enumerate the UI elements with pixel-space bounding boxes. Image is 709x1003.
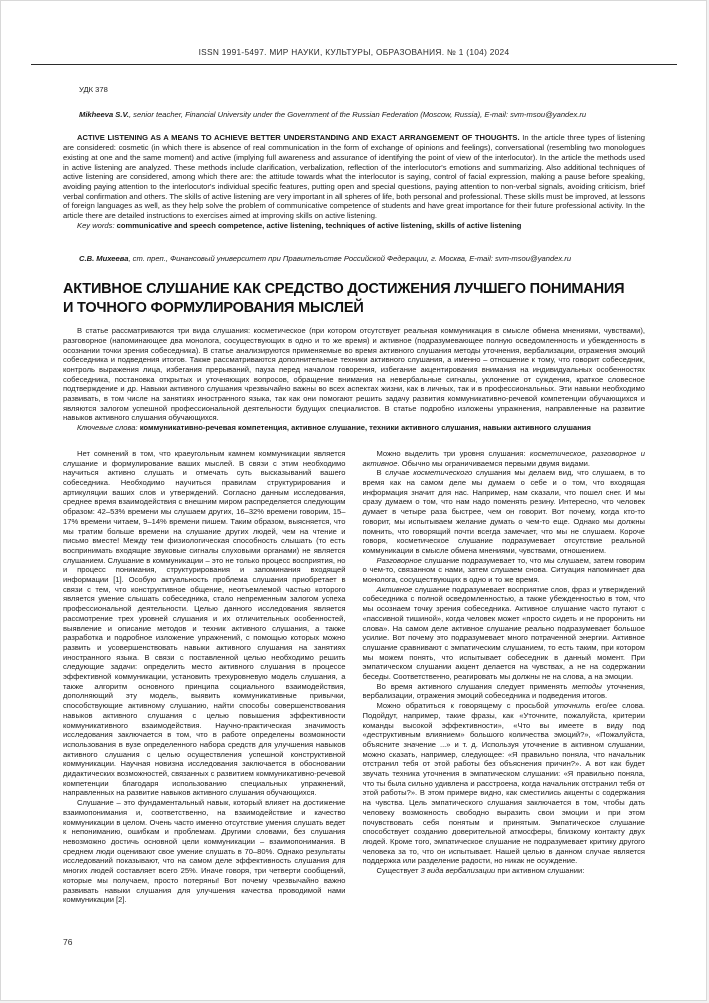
- keywords-line-ru: [63, 423, 645, 433]
- author-name-ru: С.В. Михеева: [79, 254, 129, 264]
- article-title: [63, 280, 645, 318]
- body-paragraph: Можно обратиться к говорящему с просьбой уточнить его/ее слова. Подойдут, например, такие фразы, как «Уточните, пожалуйста, критерии команды высокой эффективности», «Что вы имеете в виду под «деструктивным влиянием» большого количества эмоций?», «Пожалуйста, объясните значение ...» и т. д. Используя уточнение в активном слушании, можно сказать, например, следующее: «Я правильно поняла, что начальник отстранил тебя от этой работы без объяснения причин?». А вот как будет звучать техника уточнения в эмпатическом слушании: «Я правильно поняла, что ты была сильно удивлена и расстроена, когда начальник отстранил тебя от этой работы?». В этом примере видно, как сместились акценты с содержания на чувства. Цель эмпатического слушания заключается в том, чтобы дать человеку возможность свободно выразить свои эмоции и при этом почувствовать себя понятым и принятым. Эмпатическое слушание способствует созданию доверительной атмосферы, близкому контакту двух людей. Кроме того, эмпатическое слушание не подразумевает критику другого человека за то, что он испытывает. Нашей целью в данном случае является поддержка или разделение радости, но никак не осуждение.: [362, 701, 645, 866]
- body-paragraph: В случае косметического слушания мы делаем вид, что слушаем, в то время как на самом деле мы думаем о себе и о том, что входящая информация значит для нас. Например, нам сказали, что пошел снег. И мы сразу думаем о том, что нам надо поменять резину. Интересно, что человек думает в четыре раза быстрее, чем он говорит. Вот почему, когда кто-то говорит, мы испытываем желание думать о чем-то еще. Однако мы должны помнить, что говорящий почти всегда замечает, что мы не слушаем. Короче говоря, косметическое слушание подразумевает отсутствие реальной коммуникации в смысле обмена мнениями, чувствами, отношением.: [362, 468, 645, 555]
- article-title-line-1: АКТИВНОЕ СЛУШАНИЕ КАК СРЕДСТВО ДОСТИЖЕНИЯ ЛУЧШЕГО ПОНИМАНИЯ: [63, 281, 625, 298]
- abstract-text-en: In the article three types of listening are considered: cosmetic (in which there is absence of real communication in the form of exchange of opinions and feelings), conversational (resembling two monologues existing at one and the same moment) and active (implying full awareness and assurance of identifying the point of view of the interlocutor). In the article the methods used in active listening are analyzed. These methods include clarification, verbalization, reflection of the interlocutor's emotions and summarizing. Also additional techniques of active listening are considered, among which there are: the attitude towards what the interlocutor is saying, control of facial expression, making a pause before speaking, avoiding paying attention to the interlocutor's individual specific features, putting open and special questions, paying attention to non-verbal signals, avoiding criticism, brief verbal confirmation and others. The skills of active listening are very important in all spheres of life, both personal and professional. These skills must be improved, at lessons of foreign languages as well, as they help solve the problem of communicative competence of students and have great importance for their future professional activity. In the article there are detailed instructions to exercises aimed at improving skills on active listening.: [63, 133, 645, 221]
- udc-label: УДК 378: [79, 85, 108, 94]
- right-column: [363, 449, 646, 905]
- body-paragraph: Активное слушание подразумевает восприятие слов, фраз и утверждений собеседника с полной осведомленностью, а также убежденностью в том, что мы осознаем точку зрения собеседника. Активное слушание часто путают с «пассивной тишиной», когда человек может «просто сидеть и не проронить ни слова». На самом деле активное слушание реально подразумевает большое усилие. Вот почему это подразумевает много потраченной энергии. Активное слушание сравнивают с эмпатическим слушанием, то есть таким, при котором мы можем понять, что испытывает собеседник в данный момент. При эмпатическом слушании акцент делается на чувствах, а не на содержании беседы. Соответственно, реагировать мы должны не на слова, а на эмоции.: [362, 584, 645, 682]
- abstract-en-paragraph: [63, 133, 645, 220]
- left-column: [63, 449, 346, 905]
- body-paragraph: Во время активного слушания следует применять методы уточнения, вербализации, отражения эмоций собеседника и подведения итогов.: [362, 681, 645, 701]
- abstract-en: [63, 133, 645, 230]
- header-divider: [31, 64, 677, 65]
- body-paragraph: Нет сомнений в том, что краеугольным камнем коммуникации является слушание и формулирование ваших мыслей. В связи с этим необходимо научиться активно слушать и отмечать суть высказываний вашего собеседника. Необходимо научиться правилам структурирования и артикуляции ваших слов и утверждений. Согласно данным исследования, среднее время взаимодействия с внешним миром распределяется следующим образом: 42–53% времени мы слушаем других, 16–32% времени говорим, 15–17% времени читаем, 9–14% времени пишем. Таким образом, выясняется, что мы тратим больше времени на слушание других людей, чем на чтение и письмо вместе! Между тем физиологическая способность слышать (то есть воспринимать входящие звуковые сигналы слуховыми органами) не является слушанием. Слушание в коммуникации – это не только процесс восприятия, но и процесс понимания, структурирования и запоминания входящей информации [1]. Особую актуальность проблема слушания приобретает в связи с тем, что конструктивное общение, неотъемлемой частью которого является умение слышать собеседника, стало непременным залогом успеха профессиональной деятельности. Целью данного исследования является рассмотрение трех уровней слушания и их отличительных особенностей, выявление и описание методов и техник активного слушания, а также разработка и подробное изложение упражнений, с помощью которых можно развить и усовершенствовать навыки активного слушания на занятиях иностранного языка. В связи с поставленной целью необходимо решить следующие задачи: определить место активного слушания в процессе эффективной коммуникации, установить трехуровневую модель слушания, а также алгоритм основного принципа социального взаимодействия, дополняющий эту модель, выявить коммуникативные привычки, способствующие активному слушанию, найти способы совершенствования навыков активного слушания с целью повышения эффективности коммуникативного взаимодействия. Научно-практическая значимость исследования заключается в том, что в работе определены возможности использования в вузе определенного набора средств для улучшения навыков активного слушания с целью осуществления успешной конструктивной коммуникации. Научная новизна исследования заключается в обосновании дидактических возможностей, связанных с развитием коммуникативно-речевой компетенции благодаря использованию специальных упражнений, направленных на развитие навыков активного слушания обучающихся.: [63, 448, 346, 798]
- article-title-line-2: И ТОЧНОГО ФОРМУЛИРОВАНИЯ МЫСЛЕЙ: [63, 300, 364, 317]
- author-line-en: [63, 110, 645, 120]
- abstract-title-en: ACTIVE LISTENING AS A MEANS TO ACHIEVE BETTER UNDERSTANDING AND EXACT ARRANGEMENT OF THOUGHTS.: [77, 133, 520, 143]
- keywords-text-ru: коммуникативно-речевая компетенция, активное слушание, техники активного слушания, навыки активного слушания: [139, 423, 591, 433]
- author-line-ru: [63, 254, 645, 264]
- author-name-en: Mikheeva S.V.: [79, 109, 129, 119]
- abstract-ru: [63, 326, 645, 433]
- body-paragraph: Существует 3 вида вербализации при активном слушании:: [376, 866, 585, 876]
- body-paragraph: Можно выделить три уровня слушания: косметическое, разговорное и активное. Обычно мы ограничиваемся первыми двумя видами.: [362, 448, 645, 468]
- body-columns: [63, 449, 645, 905]
- abstract-ru-paragraph: В статье рассматриваются три вида слушания: косметическое (при котором отсутствует реальная коммуникация в смысле обмена мнениями, чувствами), разговорное (напоминающее два монолога, сосуществующих в одно и то же время) и активное (подразумевающее полную осведомленность и убежденность в осознании точки зрения собеседника). В статье анализируются применяемые во время активного слушания методы уточнения, вербализации, отражения эмоций собеседника и подведения итогов. Также рассматриваются дополнительные техники активного слушания, а именно – отношение к тому, что говорит собеседник, контроль выражения лица, избегания прерываний, пауза перед началом говорения, избегание акцентирования внимания на индивидуальных особенностях собеседника, постановка открытых и уточняющих вопросов, обращение внимания на невербальные сигналы, уклонение от суждения, краткое словесное подтверждение и др. Навыки активного слушания чрезвычайно важны во всех аспектах жизни, как в личных, так и в профессиональных. Эти навыки необходимо развивать, в том числе на занятиях иностранного языка, так как они помогают решить задачу развития коммуникативно-речевой компетенции обучающихся и являются залогом успешной профессиональной деятельности будущих специалистов. В статье подробно изложены упражнения, направленные на развитие навыков активного слушания обучающихся.: [63, 326, 645, 423]
- author-affiliation-ru: , ст. преп., Финансовый университет при Правительстве Российской Федерации, г. Москва, E-mail: svm-msou@yandex.ru: [128, 254, 572, 264]
- keywords-label-ru: Ключевые слова:: [77, 423, 140, 433]
- keywords-line-en: [63, 221, 645, 231]
- keywords-text-en: communicative and speech competence, active listening, techniques of active listening, skills of active listening: [116, 220, 522, 230]
- author-affiliation-en: , senior teacher, Financial University under the Government of the Russian Federation (Moscow, Russia), E-mail: svm-msou@yandex.ru: [128, 109, 587, 119]
- body-paragraph: Разговорное слушание подразумевает то, что мы слушаем, затем говорим о чем-то, связанном с нами, затем слушаем снова. Ситуация напоминает два монолога, сосуществующих в одно и то же время.: [362, 555, 645, 585]
- page-number: 76: [63, 937, 73, 947]
- journal-header: ISSN 1991-5497. МИР НАУКИ, КУЛЬТУРЫ, ОБРАЗОВАНИЯ. № 1 (104) 2024: [198, 47, 510, 57]
- keywords-label-en: Key words:: [77, 220, 117, 230]
- body-paragraph: Слушание – это фундаментальный навык, который влияет на достижение взаимопонимания и, соответственно, на взаимодействие и качество коммуникации в целом. Очень часто именно отсутствие умения слушать ведет к непониманию, ошибкам и проблемам. Другими словами, без слушания невозможно достичь основной цели коммуникации – взаимопонимания. В среднем люди оценивают свое умение слушать в 70–80%. Однако результаты исследований показывают, что на самом деле эффективность слушания для многих людей составляет всего 25%. Иначе говоря, три четверти сообщений, которые мы получаем, просто потеряны! Вот почему чрезвычайно важно развивать навыки слушания для улучшения качества проводимой нами коммуникации [2].: [63, 798, 346, 905]
